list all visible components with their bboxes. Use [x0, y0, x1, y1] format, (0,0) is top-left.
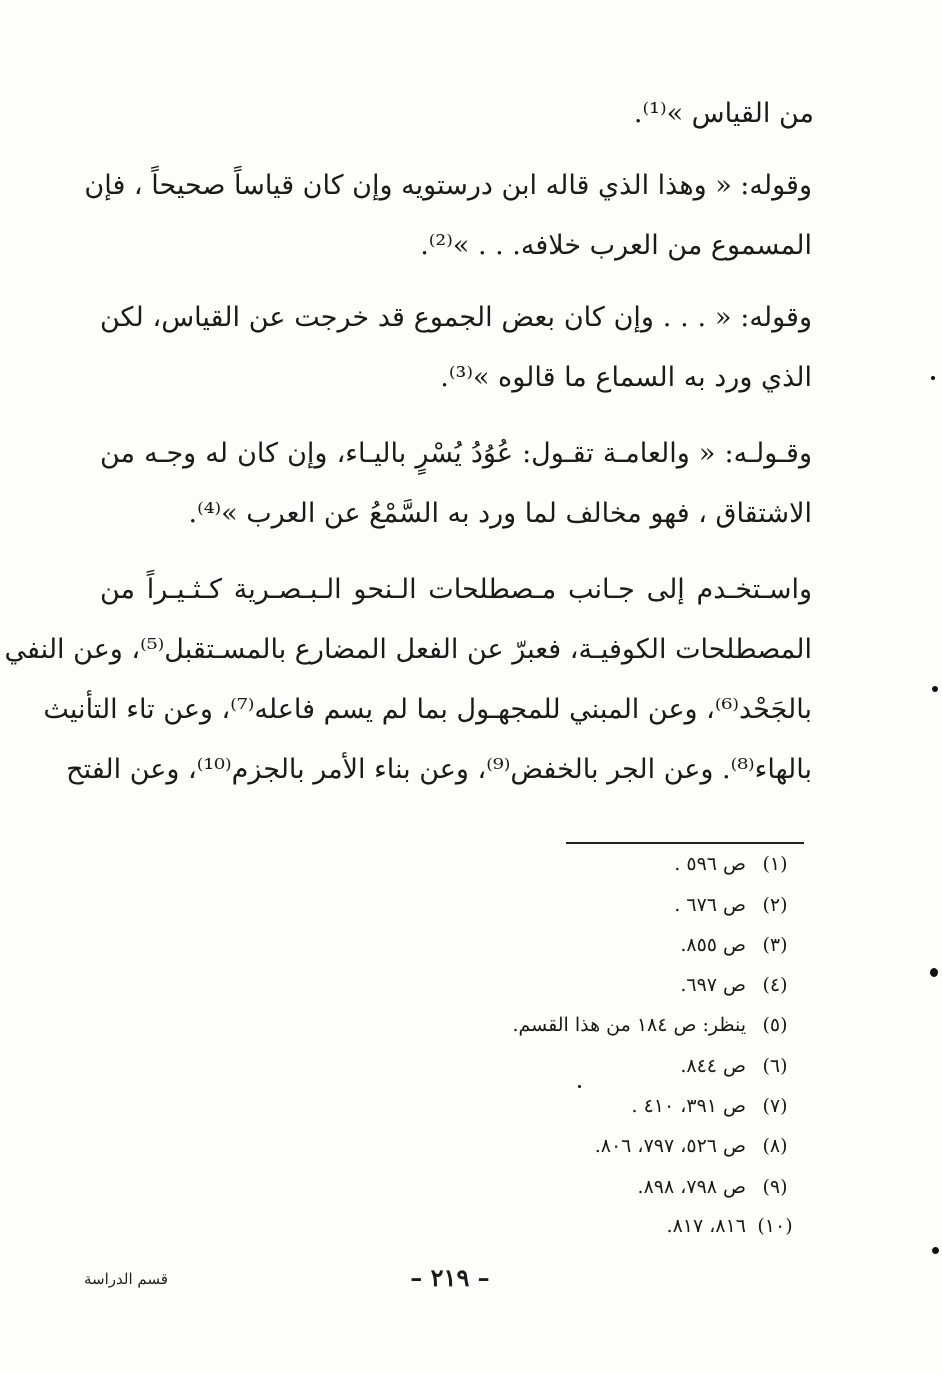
body-line-6: وقـولـه: « والعامـة تقـول: عُوُدُ يُسْرٍ باليـاء، وإن كان له وجـه من [100, 438, 812, 469]
footnote-separator [566, 842, 804, 844]
footnote-number: (١) [762, 853, 788, 875]
footnote-number: (٨) [762, 1135, 788, 1157]
footnote-number: (١٠) [757, 1215, 793, 1237]
footnote-number: (٧) [762, 1095, 788, 1117]
footnote-text: ص ٥٩٦ . [674, 853, 746, 875]
footnote-number: (٤) [762, 974, 788, 996]
footnote-number: (٥) [762, 1014, 788, 1036]
body-line-8: واسـتخـدم إلى جـانب مـصطلحات الـنحو الـبـصـرية كـثـيـراً من [100, 574, 812, 605]
footnote-text: ص ٣٩١، ٤١٠ . [631, 1095, 746, 1117]
footnote-text: ص ٥٢٦، ٧٩٧، ٨٠٦. [594, 1135, 746, 1157]
footnote-8 [404, 1130, 804, 1162]
footnote-5 [404, 1009, 804, 1041]
body-line-1: من القياس »⁽¹⁾. [633, 98, 814, 129]
footnote-2 [404, 889, 804, 921]
footnote-text: ص ٨٥٥. [680, 934, 746, 956]
footnote-number: (٦) [762, 1055, 788, 1077]
footnote-number: (٩) [762, 1176, 788, 1198]
footnote-text: ص ٦٩٧. [680, 974, 746, 996]
page-number: – ٢١٩ – [410, 1263, 490, 1292]
body-line-3: المسموع من العرب خلافه. . . »⁽²⁾. [420, 230, 812, 261]
scan-speck [930, 968, 938, 977]
scan-speck [931, 376, 935, 380]
section-label: قسم الدراسة [84, 1270, 168, 1288]
scan-speck [578, 1085, 581, 1088]
footnote-4 [404, 969, 804, 1001]
footnote-text: ص ٧٩٨، ٨٩٨. [637, 1176, 746, 1198]
footnote-text: ٨١٦، ٨١٧. [666, 1215, 746, 1237]
body-line-9: المصطلحات الكوفيـة، فعبرّ عن الفعل المضارع بالمسـتقبل⁽⁵⁾، وعن النفي [4, 634, 812, 665]
footnote-text: ينظر: ص ١٨٤ من هذا القسم. [512, 1014, 746, 1036]
footnote-number: (٣) [762, 934, 788, 956]
body-line-11: بالهاء⁽⁸⁾. وعن الجر بالخفض⁽⁹⁾، وعن بناء الأمر بالجزم⁽¹⁰⁾، وعن الفتح [66, 754, 812, 785]
scan-speck [932, 686, 938, 692]
scan-speck [932, 1247, 939, 1254]
footnote-6 [404, 1050, 804, 1082]
body-line-10: بالجَحْد⁽⁶⁾، وعن المبني للمجهـول بما لم يسم فاعله⁽⁷⁾، وعن تاء التأنيث [43, 694, 812, 725]
footnote-text: ص ٨٤٤. [680, 1055, 746, 1077]
footnote-3 [404, 929, 804, 961]
body-line-4: وقوله: « . . . وإن كان بعض الجموع قد خرجت عن القياس، لكن [100, 302, 812, 333]
footnote-9 [404, 1171, 804, 1203]
footnote-1 [404, 848, 804, 880]
footnote-10 [404, 1210, 804, 1242]
body-line-5: الذي ورد به السماع ما قالوه »⁽³⁾. [440, 362, 812, 393]
footnote-7 [404, 1090, 804, 1122]
footnote-number: (٢) [762, 894, 788, 916]
footnote-text: ص ٦٧٦ . [674, 894, 746, 916]
body-line-2: وقوله: « وهذا الذي قاله ابن درستويه وإن كان قياساً صحيحاً ، فإن [84, 170, 812, 201]
body-line-7: الاشتقاق ، فهو مخالف لما ورد به السَّمْعُ عن العرب »⁽⁴⁾. [188, 498, 812, 529]
